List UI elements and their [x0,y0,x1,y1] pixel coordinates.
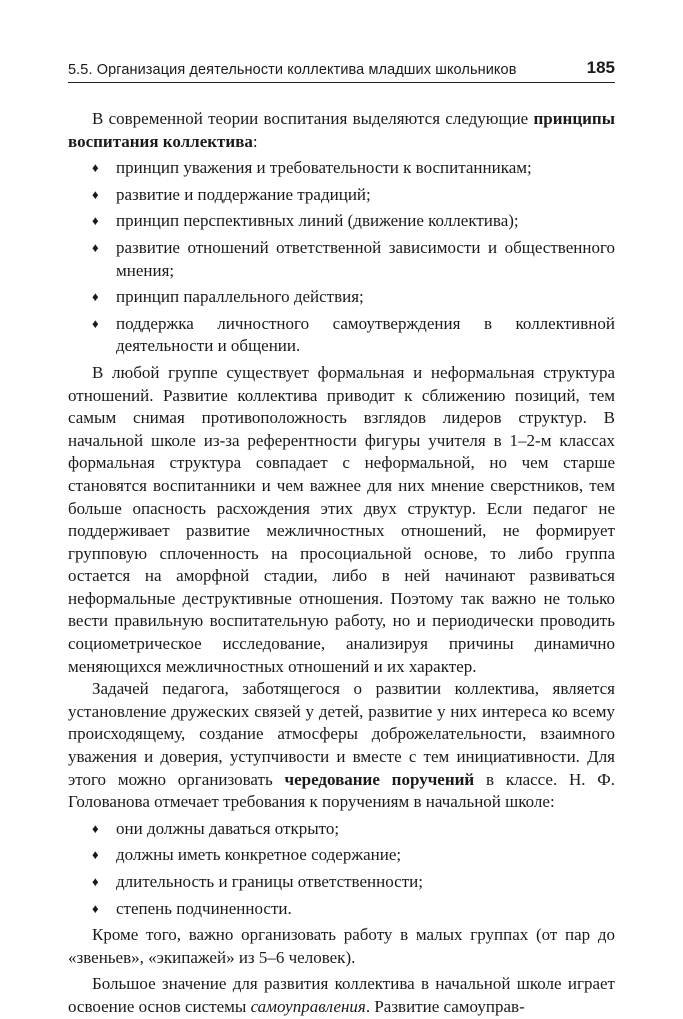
list-item: ♦ принцип перспективных линий (движение коллектива); [68,210,615,233]
bullet-icon: ♦ [92,213,99,229]
bullet-icon: ♦ [92,186,99,202]
paragraph-principles-intro: В современной теории воспитания выделяются следующие принципы воспитания коллектива: [68,109,615,151]
list-item: ♦ длительность и границы ответственности; [68,871,615,894]
paragraph-self-government: Большое значение для развития коллектива в начальной школе играет освоение основ системы самоуправления. Развитие самоуправ- [68,974,615,1016]
list-item: ♦ принцип параллельного действия; [68,286,615,309]
term-assignments: чередование поручений [284,769,475,789]
paragraph-small-groups: Кроме того, важно организовать работу в малых группах (от пар до «звеньев», «экипажей» из 5–6 человек). [68,925,615,967]
page-number: 185 [586,58,615,77]
bullet-icon: ♦ [92,874,99,889]
paragraph-teacher-task: Задачей педагога, заботящегося о развитии коллектива, является установление дружеских связей у детей, развитие у них интереса ко всему происходящему, создание атмосферы доброжелательности, взаимного уважения и доверия, уступчивости и вместе с тем инициативности. Для этого можно организовать чередование поручений в классе. Н. Ф. Голованова отмечает требования к поручениям в начальной школе: [68,679,615,812]
running-title: 5.5. Организация деятельности коллектива младших школьников [68,62,517,78]
assignment-requirements-list [68,818,615,920]
paragraph-group-structure: В любой группе существует формальная и неформальная структура отношений. Развитие коллектива приводит к сближению позиций, тем самым снимая противоположность взглядов лидеров структур. В начальной школе из-за референтности фигуры учителя в 1–2-м классах формальная структура совпадает с неформальной, но чем старше становятся воспитанники и чем важнее для них мнение сверстников, тем больше опасность расхождения этих двух структур. Если педагог не поддерживает развитие межличностных отношений, не формирует групповую сплоченность на просоциальной основе, то либо группа остается на аморфной стадии, либо в ней начинают развиваться неформальные деструктивные отношения. Поэтому так важно не только вести правильную воспитательную работу, но и периодически проводить социометрическое исследование, анализируя причины динамично меняющихся межличностных отношений и их характер. [68,362,615,676]
list-item: ♦ развитие отношений ответственной зависимости и общественного мнения; [92,237,615,280]
bullet-icon: ♦ [92,160,99,176]
running-header [68,58,615,83]
bullet-icon: ♦ [92,820,99,836]
list-item: ♦ они должны даваться открыто; [68,818,615,841]
list-item: ♦ принцип уважения и требовательности к воспитанникам; [68,157,615,180]
page-body [68,108,615,1019]
bullet-icon: ♦ [92,239,99,255]
bullet-icon: ♦ [92,315,99,331]
bullet-icon: ♦ [92,847,99,863]
term-principles: принципы воспитания коллектива [68,109,615,151]
list-item: ♦ должны иметь конкретное содержание; [68,844,615,867]
bullet-icon: ♦ [92,900,99,916]
term-self-government: самоуправления [250,996,366,1016]
principles-list [68,157,615,358]
bullet-icon: ♦ [92,289,99,305]
list-item: ♦ развитие и поддержание традиций; [68,184,615,207]
list-item: ♦ степень подчиненности. [68,898,615,921]
list-item: ♦ поддержка личностного самоутверждения в коллективной деятельности и общении. [92,313,615,356]
